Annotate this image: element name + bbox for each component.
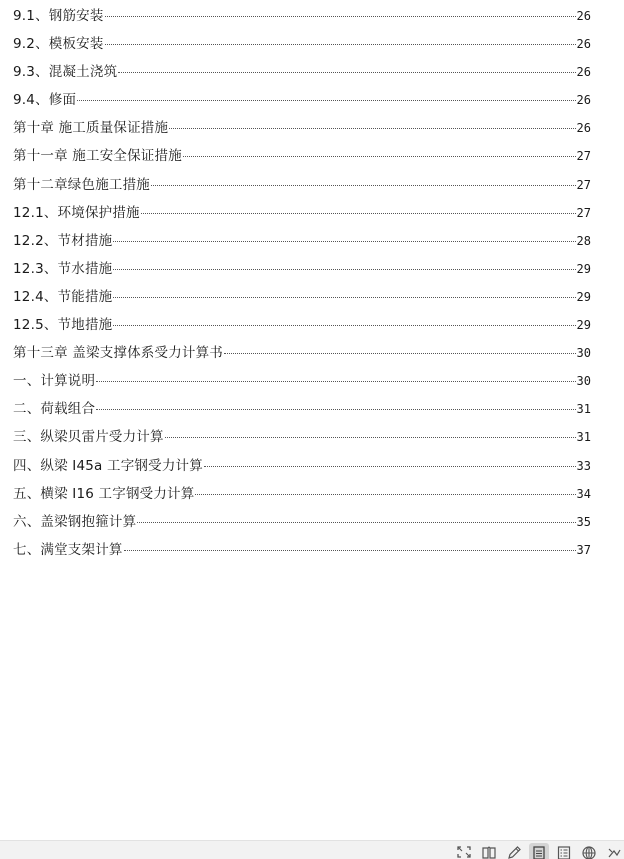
toc-entry-page-number: 35 — [576, 514, 591, 529]
toc-entry-page-number: 30 — [576, 374, 591, 389]
toc-entry-title: 12.5、节地措施 — [13, 317, 113, 334]
toc-entry[interactable] — [13, 423, 591, 451]
toc-entry-page-number: 26 — [576, 93, 591, 108]
toc-entry-page-number: 26 — [576, 9, 591, 23]
toc-entry[interactable] — [13, 536, 591, 564]
outline-view-icon[interactable] — [554, 843, 574, 859]
toc-entry[interactable] — [13, 199, 591, 227]
toc-entry[interactable] — [13, 86, 591, 114]
toc-entry[interactable] — [13, 367, 591, 395]
toc-entry[interactable] — [13, 508, 591, 536]
toc-entry[interactable] — [13, 58, 591, 86]
toc-entry-title: 一、计算说明 — [13, 373, 96, 390]
toc-entry-title: 12.2、节材措施 — [13, 232, 113, 249]
toc-dot-leader — [141, 213, 576, 214]
toc-entry-title: 9.4、修面 — [13, 92, 77, 109]
toc-entry-title: 9.2、模板安装 — [13, 36, 104, 53]
toc-entry[interactable] — [13, 255, 591, 283]
toc-entry-page-number: 29 — [576, 318, 591, 333]
toc-entry-title: 六、盖梁钢抱箍计算 — [13, 513, 137, 530]
toc-dot-leader — [169, 128, 575, 129]
focus-mode-icon[interactable] — [604, 843, 624, 859]
status-bar — [0, 840, 624, 859]
toc-dot-leader — [151, 185, 576, 186]
toc-entry-page-number: 26 — [576, 65, 591, 80]
toc-dot-leader — [224, 353, 576, 354]
edit-pen-icon[interactable] — [504, 843, 524, 859]
toc-entry[interactable] — [13, 311, 591, 339]
toc-dot-leader — [77, 100, 575, 101]
toc-dot-leader — [96, 381, 575, 382]
toc-dot-leader — [105, 16, 576, 17]
toc-entry[interactable] — [13, 171, 591, 199]
toc-entry-page-number: 33 — [576, 458, 591, 473]
toc-entry-page-number: 27 — [576, 205, 591, 220]
toc-dot-leader — [204, 466, 576, 467]
toc-entry-page-number: 34 — [576, 486, 591, 501]
toc-entry-title: 第十三章 盖梁支撑体系受力计算书 — [13, 345, 223, 362]
table-of-contents — [13, 2, 591, 564]
toc-dot-leader — [113, 325, 575, 326]
toc-entry-title: 9.3、混凝土浇筑 — [13, 64, 118, 81]
toc-entry-title: 七、满堂支架计算 — [13, 541, 123, 558]
toc-dot-leader — [118, 72, 575, 73]
toc-dot-leader — [113, 241, 575, 242]
toc-entry[interactable] — [13, 395, 591, 423]
toc-entry-page-number: 31 — [576, 402, 591, 417]
toc-entry-page-number: 37 — [576, 542, 591, 557]
toc-entry-title: 12.1、环境保护措施 — [13, 204, 140, 221]
toc-dot-leader — [96, 409, 575, 410]
toc-entry-title: 五、横梁 I16 工字钢受力计算 — [13, 485, 195, 502]
toc-entry[interactable] — [13, 114, 591, 142]
toc-dot-leader — [124, 550, 576, 551]
toc-entry[interactable] — [13, 142, 591, 170]
page-view-icon[interactable] — [529, 843, 549, 859]
toc-entry-title: 9.1、钢筋安装 — [13, 8, 104, 24]
toc-entry-page-number: 30 — [576, 346, 591, 361]
toc-entry[interactable] — [13, 30, 591, 58]
toc-dot-leader — [113, 297, 575, 298]
toc-entry-title: 三、纵梁贝雷片受力计算 — [13, 429, 164, 446]
toc-entry-page-number: 31 — [576, 430, 591, 445]
toc-entry[interactable] — [13, 339, 591, 367]
toc-entry-page-number: 27 — [576, 149, 591, 164]
reading-mode-icon[interactable] — [479, 843, 499, 859]
toc-entry-title: 12.3、节水措施 — [13, 260, 113, 277]
view-mode-toolbar — [449, 841, 624, 859]
toc-entry[interactable] — [13, 227, 591, 255]
toc-entry-page-number: 29 — [576, 261, 591, 276]
toc-dot-leader — [113, 269, 575, 270]
toc-entry-page-number: 27 — [576, 177, 591, 192]
toc-entry-page-number: 26 — [576, 37, 591, 52]
toc-entry-title: 四、纵梁 I45a 工字钢受力计算 — [13, 457, 203, 474]
toc-entry[interactable] — [13, 480, 591, 508]
toc-dot-leader — [137, 522, 575, 523]
toc-entry-title: 第十章 施工质量保证措施 — [13, 120, 169, 137]
toc-dot-leader — [105, 44, 576, 45]
toc-entry-title: 二、荷载组合 — [13, 401, 96, 418]
toc-dot-leader — [183, 156, 576, 157]
toc-entry[interactable] — [13, 283, 591, 311]
toc-entry-page-number: 29 — [576, 289, 591, 304]
fullscreen-icon[interactable] — [454, 843, 474, 859]
web-view-icon[interactable] — [579, 843, 599, 859]
toc-dot-leader — [165, 437, 576, 438]
toc-entry[interactable] — [13, 2, 591, 30]
toc-entry[interactable] — [13, 452, 591, 480]
toc-entry-title: 12.4、节能措施 — [13, 288, 113, 305]
toc-entry-page-number: 28 — [576, 233, 591, 248]
toc-dot-leader — [195, 494, 575, 495]
toc-entry-page-number: 26 — [576, 121, 591, 136]
toc-entry-title: 第十一章 施工安全保证措施 — [13, 148, 182, 165]
toc-entry-title: 第十二章绿色施工措施 — [13, 176, 150, 193]
